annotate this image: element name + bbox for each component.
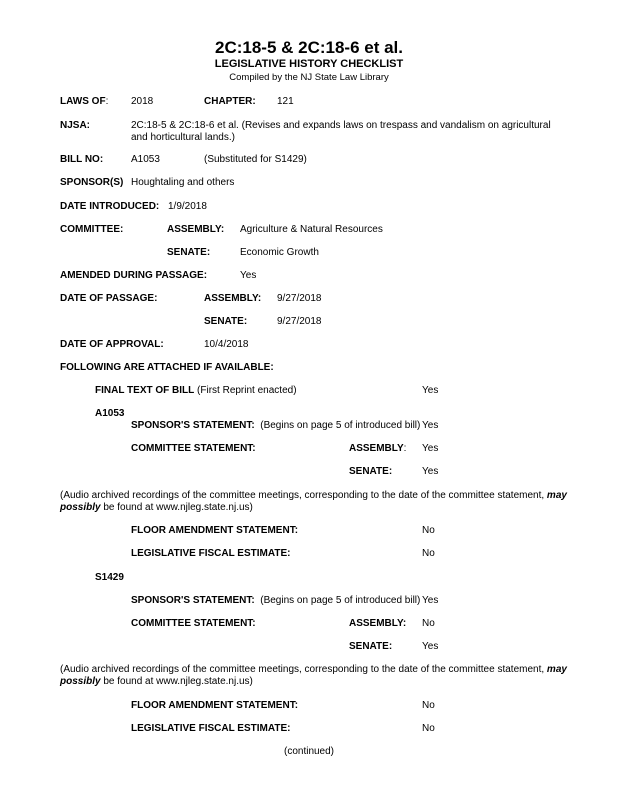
s1429-floor-amendment-label: FLOOR AMENDMENT STATEMENT:	[131, 700, 299, 711]
s1429-senate-label: SENATE:	[349, 641, 393, 652]
a1053-audio-note: (Audio archived recordings of the committee meetings, corresponding to the date of the committee statement, may possibly be found at www.njleg.state.nj.us)	[60, 490, 567, 513]
bill-no-label: BILL NO:	[60, 154, 104, 165]
laws-of-value: 2018	[131, 96, 154, 107]
a1053-fiscal-estimate-label: LEGISLATIVE FISCAL ESTIMATE:	[131, 548, 291, 559]
sponsors-value: Houghtaling and others	[131, 177, 235, 188]
committee-assembly-value: Agriculture & Natural Resources	[240, 224, 383, 235]
passage-assembly-value: 9/27/2018	[277, 293, 322, 304]
date-introduced-label: DATE INTRODUCED:	[60, 201, 160, 212]
final-text-value: Yes	[422, 385, 439, 396]
page-title: 2C:18-5 & 2C:18-6 et al.	[214, 38, 404, 57]
s1429-sponsor-statement-value: Yes	[422, 595, 439, 606]
s1429-committee-statement-label: COMMITTEE STATEMENT:	[131, 618, 256, 629]
s1429-floor-amendment-value: No	[422, 700, 435, 711]
s1429-assembly-value: No	[422, 618, 435, 629]
a1053-sponsor-statement-value: Yes	[422, 420, 439, 431]
passage-senate-label: SENATE:	[204, 316, 248, 327]
bill-no-note: (Substituted for S1429)	[204, 154, 307, 165]
njsa-value: 2C:18-5 & 2C:18-6 et al. (Revises and expands laws on trespass and vandalism on agricultural and horticultural lands.)	[131, 120, 551, 143]
a1053-sponsor-statement: SPONSOR'S STATEMENT: (Begins on page 5 of introduced bill)	[131, 420, 421, 431]
s1429-audio-note: (Audio archived recordings of the committee meetings, corresponding to the date of the committee statement, may possibly be found at www.njleg.state.nj.us)	[60, 664, 567, 687]
committee-senate-label: SENATE:	[167, 247, 211, 258]
committee-senate-value: Economic Growth	[240, 247, 319, 258]
s1429-fiscal-estimate-label: LEGISLATIVE FISCAL ESTIMATE:	[131, 723, 291, 734]
a1053-committee-statement-label: COMMITTEE STATEMENT:	[131, 443, 256, 454]
committee-label: COMMITTEE:	[60, 224, 124, 235]
amended-label: AMENDED DURING PASSAGE:	[60, 270, 208, 281]
page-subtitle: LEGISLATIVE HISTORY CHECKLIST	[214, 58, 404, 70]
s1429-heading: S1429	[95, 572, 124, 583]
bill-no-value: A1053	[131, 154, 160, 165]
a1053-senate-label: SENATE:	[349, 466, 393, 477]
chapter-label: CHAPTER:	[204, 96, 256, 107]
s1429-senate-value: Yes	[422, 641, 439, 652]
date-of-approval-value: 10/4/2018	[204, 339, 249, 350]
s1429-sponsor-statement: SPONSOR'S STATEMENT: (Begins on page 5 of introduced bill)	[131, 595, 421, 606]
a1053-assembly-label: ASSEMBLY:	[349, 443, 407, 454]
compiled-by: Compiled by the NJ State Law Library	[229, 72, 389, 83]
s1429-assembly-label: ASSEMBLY:	[349, 618, 407, 629]
date-introduced-value: 1/9/2018	[168, 201, 207, 212]
njsa-label: NJSA:	[60, 120, 91, 131]
a1053-assembly-value: Yes	[422, 443, 439, 454]
following-heading: FOLLOWING ARE ATTACHED IF AVAILABLE:	[60, 362, 274, 373]
date-of-passage-label: DATE OF PASSAGE:	[60, 293, 158, 304]
continued-note: (continued)	[283, 746, 335, 757]
chapter-value: 121	[277, 96, 294, 107]
amended-value: Yes	[240, 270, 257, 281]
passage-senate-value: 9/27/2018	[277, 316, 322, 327]
s1429-fiscal-estimate-value: No	[422, 723, 435, 734]
laws-of-label: LAWS OF:	[60, 96, 109, 107]
date-of-approval-label: DATE OF APPROVAL:	[60, 339, 164, 350]
committee-assembly-label: ASSEMBLY:	[167, 224, 225, 235]
final-text-label: FINAL TEXT OF BILL (First Reprint enacted)	[95, 385, 297, 396]
a1053-floor-amendment-value: No	[422, 525, 435, 536]
a1053-fiscal-estimate-value: No	[422, 548, 435, 559]
a1053-heading: A1053	[95, 408, 125, 419]
a1053-floor-amendment-label: FLOOR AMENDMENT STATEMENT:	[131, 525, 299, 536]
a1053-senate-value: Yes	[422, 466, 439, 477]
sponsors-label: SPONSOR(S)	[60, 177, 124, 188]
passage-assembly-label: ASSEMBLY:	[204, 293, 262, 304]
